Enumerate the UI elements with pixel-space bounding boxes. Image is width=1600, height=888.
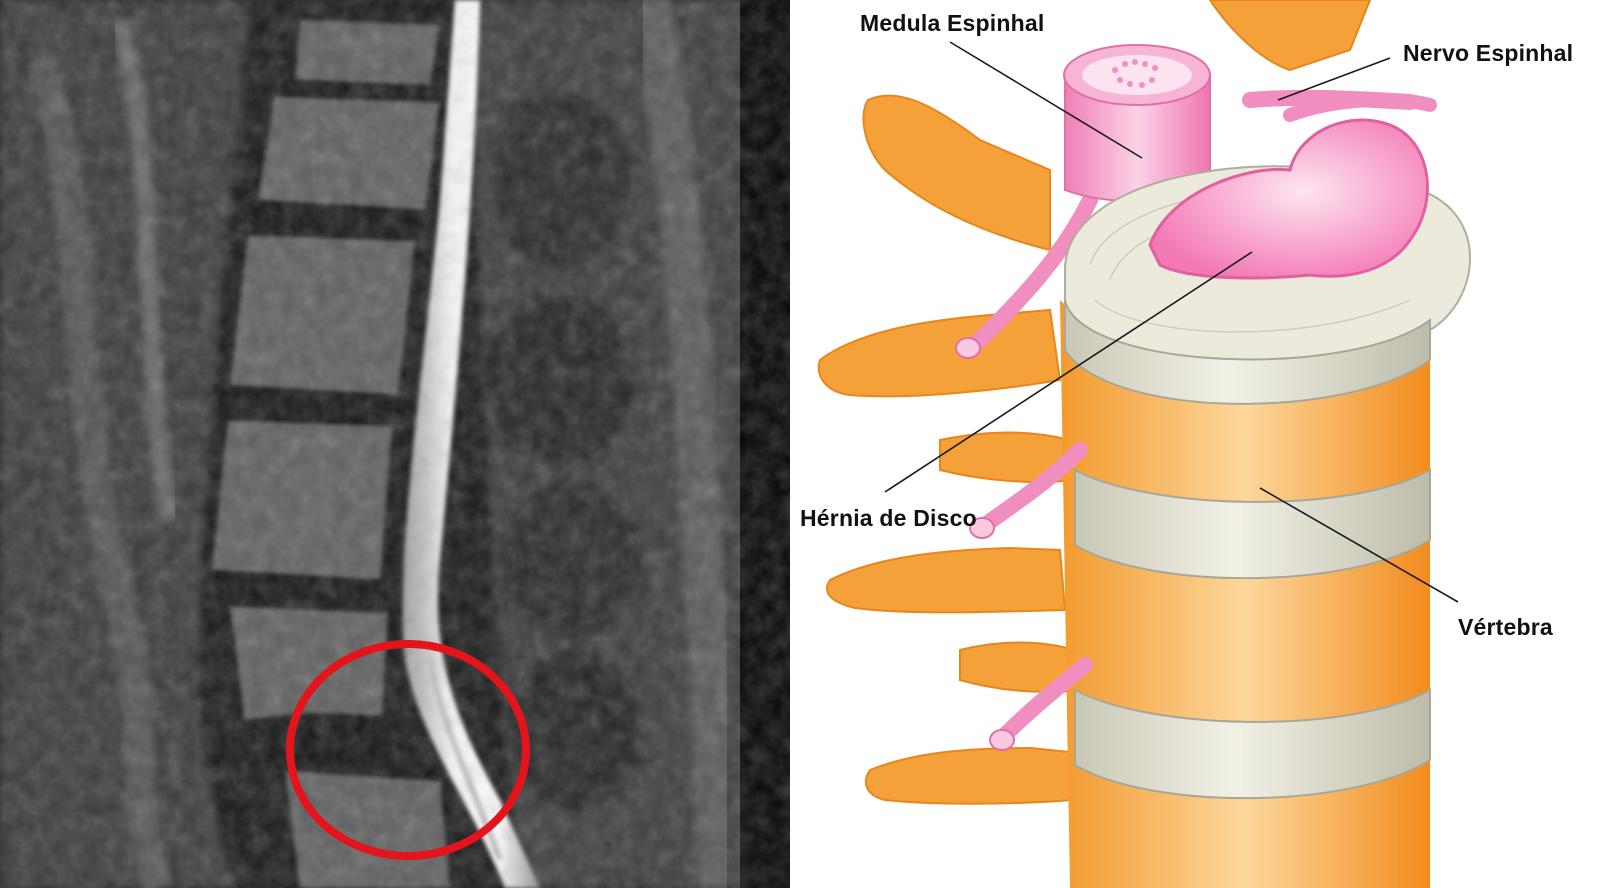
mri-scan-panel	[0, 0, 790, 888]
label-nervo-espinhal: Nervo Espinhal	[1403, 40, 1574, 66]
mri-scan-image	[0, 0, 790, 888]
spine-illustration	[790, 0, 1600, 888]
label-medula-espinhal: Medula Espinhal	[860, 10, 1045, 36]
label-hernia-de-disco: Hérnia de Disco	[800, 505, 977, 531]
spine-illustration-panel	[790, 0, 1600, 888]
label-vertebra: Vértebra	[1458, 614, 1553, 640]
